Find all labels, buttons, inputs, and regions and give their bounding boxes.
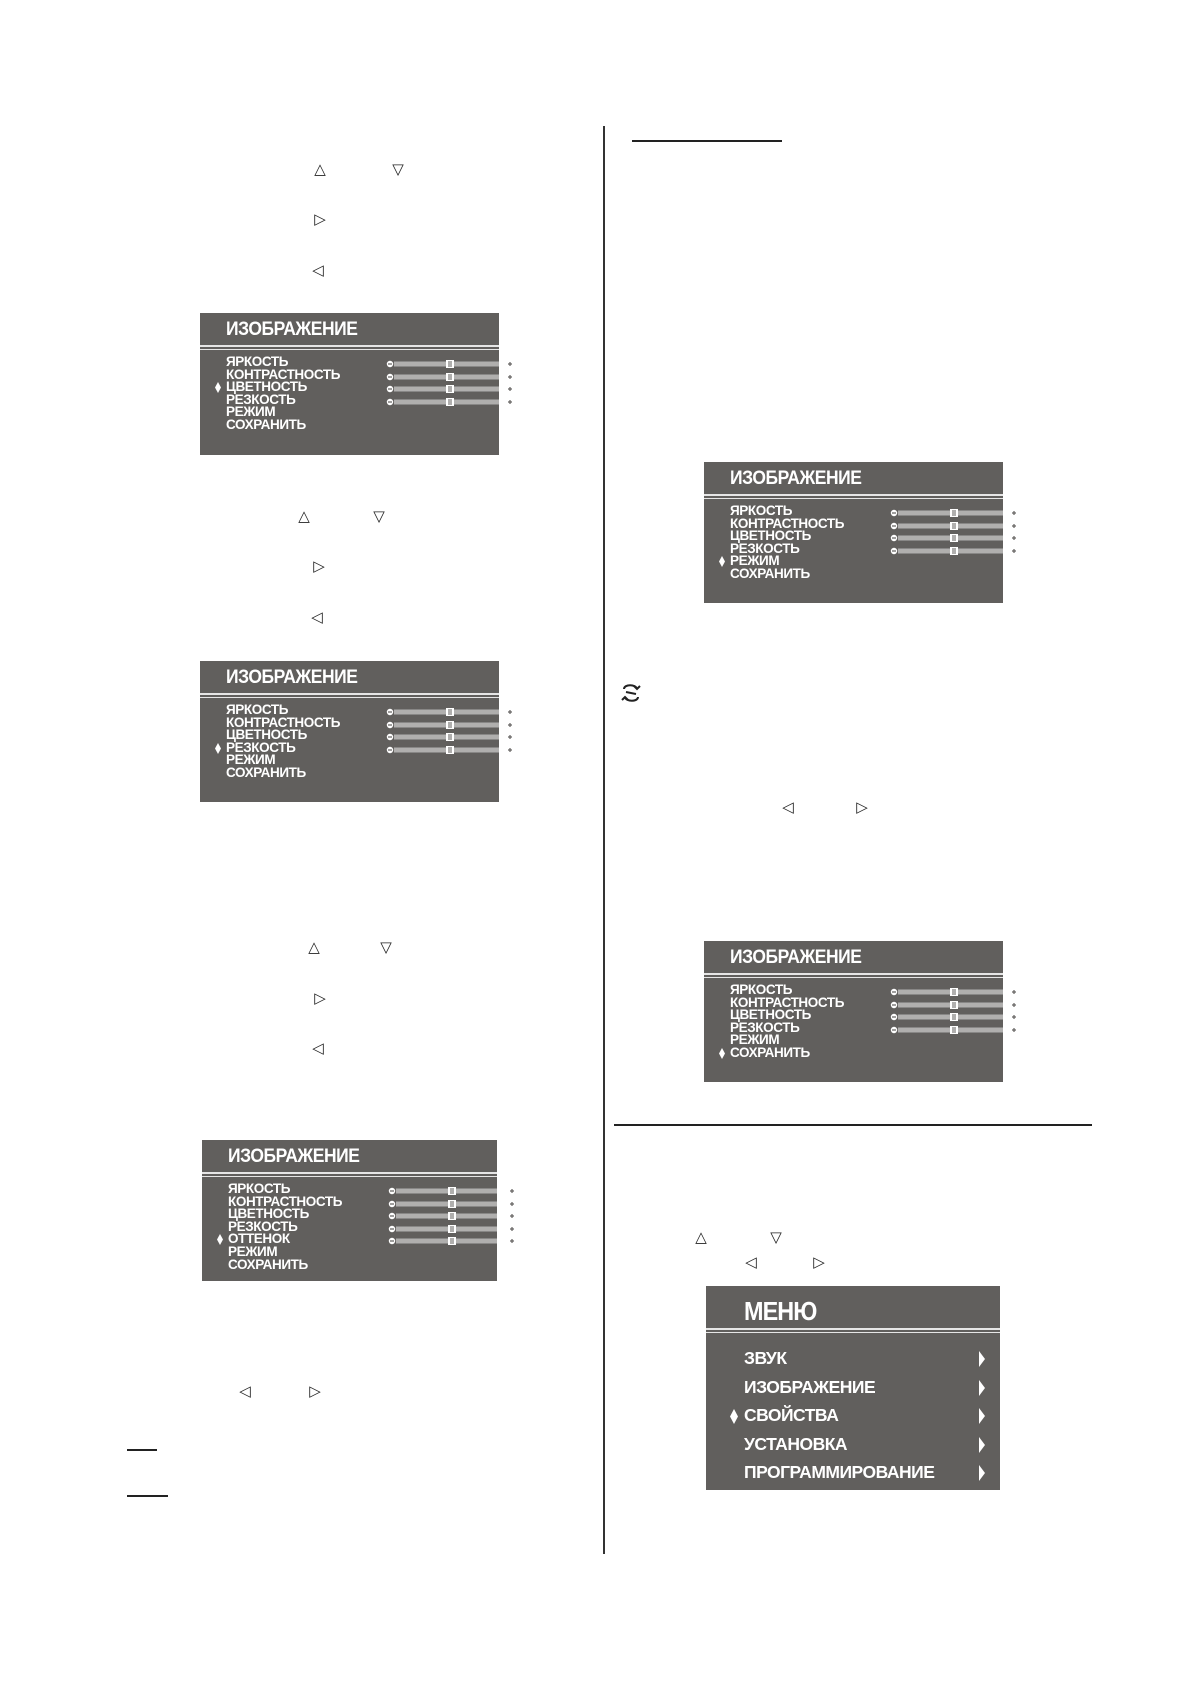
menu-title-rule xyxy=(706,1328,1000,1330)
osd-title-rule xyxy=(202,1172,497,1174)
osd-item-label: ЯРКОСТЬ xyxy=(226,354,289,369)
osd-item-label: ЯРКОСТЬ xyxy=(730,982,793,997)
osd-menu-item[interactable] xyxy=(228,1256,342,1272)
osd-item-label: РЕЗКОСТЬ xyxy=(228,1218,298,1234)
submenu-arrow-icon xyxy=(978,1437,986,1453)
osd-item-label: КОНТРАСТНОСТЬ xyxy=(730,515,845,531)
osd-level-slider[interactable] xyxy=(890,1024,1018,1032)
osd-panel-picture-3 xyxy=(202,1140,497,1281)
left-arrow-icon: ◁ xyxy=(239,1382,251,1400)
osd-item-label: ЦВЕТНОСТЬ xyxy=(226,379,307,395)
footnote-underline-2 xyxy=(127,1495,168,1497)
osd-menu-item[interactable] xyxy=(226,416,340,432)
submenu-arrow-icon xyxy=(978,1380,986,1396)
footnote-underline-1 xyxy=(127,1449,157,1451)
osd-item-label: ЦВЕТНОСТЬ xyxy=(730,1007,811,1023)
osd-item-label: РЕЖИМ xyxy=(226,404,276,420)
osd-level-slider[interactable] xyxy=(386,371,514,379)
osd-level-slider[interactable] xyxy=(386,358,514,366)
osd-item-list xyxy=(730,984,844,1060)
left-arrow-icon: ◁ xyxy=(311,608,323,626)
osd-level-slider[interactable] xyxy=(386,396,514,404)
osd-item-list xyxy=(226,704,340,780)
osd-item-label: СОХРАНИТЬ xyxy=(730,565,810,581)
osd-title-rule-thin xyxy=(704,498,1003,499)
down-arrow-icon: ▽ xyxy=(373,507,385,525)
osd-item-label: КОНТРАСТНОСТЬ xyxy=(226,714,341,730)
osd-item-label: РЕЗКОСТЬ xyxy=(730,540,800,556)
osd-item-label: ЯРКОСТЬ xyxy=(730,503,793,518)
right-arrow-icon: ▷ xyxy=(314,989,326,1007)
osd-item-label: ОТТЕНОК xyxy=(228,1231,290,1247)
osd-item-label: СОХРАНИТЬ xyxy=(730,1044,810,1060)
osd-item-label: РЕЖИМ xyxy=(228,1243,278,1259)
up-arrow-icon: △ xyxy=(314,160,326,178)
left-arrow-icon: ◁ xyxy=(312,1039,324,1057)
osd-level-slider[interactable] xyxy=(890,999,1018,1007)
up-arrow-icon: △ xyxy=(695,1228,707,1246)
osd-panel-picture-5 xyxy=(704,941,1003,1082)
down-arrow-icon: ▽ xyxy=(380,938,392,956)
osd-item-label: РЕЗКОСТЬ xyxy=(226,391,296,407)
up-arrow-icon: △ xyxy=(308,938,320,956)
menu-title-rule-thin xyxy=(706,1332,1000,1333)
osd-panel-picture-2 xyxy=(200,661,499,802)
osd-item-label: СОХРАНИТЬ xyxy=(228,1256,308,1272)
osd-item-label: ЦВЕТНОСТЬ xyxy=(730,528,811,544)
osd-title-rule xyxy=(704,494,1003,496)
right-arrow-icon: ▷ xyxy=(314,210,326,228)
right-arrow-icon: ▷ xyxy=(313,557,325,575)
submenu-arrow-icon xyxy=(978,1351,986,1367)
osd-level-slider[interactable] xyxy=(388,1198,516,1206)
osd-title-rule-thin xyxy=(704,977,1003,978)
osd-item-label: ЦВЕТНОСТЬ xyxy=(226,727,307,743)
osd-level-slider[interactable] xyxy=(386,383,514,391)
osd-title-rule xyxy=(704,973,1003,975)
right-arrow-icon: ▷ xyxy=(813,1253,825,1271)
osd-item-list xyxy=(228,1183,342,1271)
refresh-icon xyxy=(618,680,644,706)
osd-level-slider[interactable] xyxy=(890,520,1018,528)
osd-item-label: СОХРАНИТЬ xyxy=(226,764,306,780)
osd-item-label: КОНТРАСТНОСТЬ xyxy=(228,1193,343,1209)
main-menu-item[interactable]: ЗВУК xyxy=(744,1348,787,1368)
main-menu-item[interactable]: ПРОГРАММИРОВАНИЕ xyxy=(744,1462,935,1482)
osd-level-slider[interactable] xyxy=(386,731,514,739)
osd-level-slider[interactable] xyxy=(388,1235,516,1243)
main-menu-item[interactable]: СВОЙСТВА xyxy=(744,1405,839,1425)
osd-title-rule-thin xyxy=(200,697,499,698)
right-arrow-icon: ▷ xyxy=(856,798,868,816)
osd-item-label: СОХРАНИТЬ xyxy=(226,416,306,432)
osd-level-slider[interactable] xyxy=(386,706,514,714)
osd-title-rule xyxy=(200,345,499,347)
selection-marker-icon xyxy=(730,1409,738,1429)
submenu-arrow-icon xyxy=(978,1465,986,1481)
osd-level-slider[interactable] xyxy=(890,507,1018,515)
osd-menu-item[interactable] xyxy=(730,565,844,581)
osd-panel-title: ИЗОБРАЖЕНИЕ xyxy=(228,1146,360,1167)
osd-panel-title: ИЗОБРАЖЕНИЕ xyxy=(226,667,358,688)
osd-level-slider[interactable] xyxy=(386,744,514,752)
down-arrow-icon: ▽ xyxy=(392,160,404,178)
selection-marker-icon xyxy=(217,1234,223,1245)
osd-title-rule-thin xyxy=(202,1176,497,1177)
osd-level-slider[interactable] xyxy=(386,719,514,727)
main-menu-item[interactable]: УСТАНОВКА xyxy=(744,1433,848,1454)
selection-marker-icon xyxy=(215,743,221,754)
osd-item-label: РЕЖИМ xyxy=(730,553,780,569)
osd-title-rule-thin xyxy=(200,349,499,350)
left-arrow-icon: ◁ xyxy=(312,261,324,279)
up-arrow-icon: △ xyxy=(298,507,310,525)
osd-item-label: РЕЗКОСТЬ xyxy=(226,739,296,755)
osd-level-slider[interactable] xyxy=(890,986,1018,994)
selection-marker-icon xyxy=(719,556,725,567)
main-menu-item[interactable]: ИЗОБРАЖЕНИЕ xyxy=(744,1376,876,1397)
osd-level-slider[interactable] xyxy=(388,1210,516,1218)
osd-item-label: РЕЖИМ xyxy=(226,752,276,768)
osd-menu-item[interactable] xyxy=(730,1044,844,1060)
down-arrow-icon: ▽ xyxy=(770,1228,782,1246)
osd-item-label: РЕЖИМ xyxy=(730,1032,780,1048)
osd-item-list xyxy=(226,356,340,432)
osd-panel-picture-1 xyxy=(200,313,499,455)
osd-item-label: КОНТРАСТНОСТЬ xyxy=(730,994,845,1010)
osd-item-label: РЕЗКОСТЬ xyxy=(730,1019,800,1035)
osd-panel-title: ИЗОБРАЖЕНИЕ xyxy=(730,947,862,968)
selection-marker-icon xyxy=(719,1048,725,1059)
osd-menu-item[interactable] xyxy=(226,764,340,780)
osd-level-slider[interactable] xyxy=(890,532,1018,540)
osd-item-label: ЦВЕТНОСТЬ xyxy=(228,1206,309,1222)
section-divider xyxy=(614,1124,1092,1126)
osd-item-label: ЯРКОСТЬ xyxy=(226,702,289,717)
osd-panel-title: ИЗОБРАЖЕНИЕ xyxy=(226,319,358,340)
column-divider xyxy=(603,126,605,1554)
left-arrow-icon: ◁ xyxy=(782,798,794,816)
osd-main-menu xyxy=(706,1286,1000,1490)
osd-level-slider[interactable] xyxy=(890,545,1018,553)
submenu-arrow-icon xyxy=(978,1408,986,1424)
selection-marker-icon xyxy=(215,382,221,393)
osd-panel-title: ИЗОБРАЖЕНИЕ xyxy=(730,468,862,489)
right-arrow-icon: ▷ xyxy=(309,1382,321,1400)
main-menu-title: МЕНЮ xyxy=(744,1296,817,1326)
heading-underline xyxy=(632,140,782,142)
osd-level-slider[interactable] xyxy=(388,1185,516,1193)
osd-item-list xyxy=(730,505,844,581)
osd-level-slider[interactable] xyxy=(388,1223,516,1231)
osd-item-label: ЯРКОСТЬ xyxy=(228,1181,291,1196)
osd-level-slider[interactable] xyxy=(890,1011,1018,1019)
left-arrow-icon: ◁ xyxy=(745,1253,757,1271)
osd-panel-picture-4 xyxy=(704,462,1003,603)
osd-item-label: КОНТРАСТНОСТЬ xyxy=(226,366,341,382)
osd-title-rule xyxy=(200,693,499,695)
